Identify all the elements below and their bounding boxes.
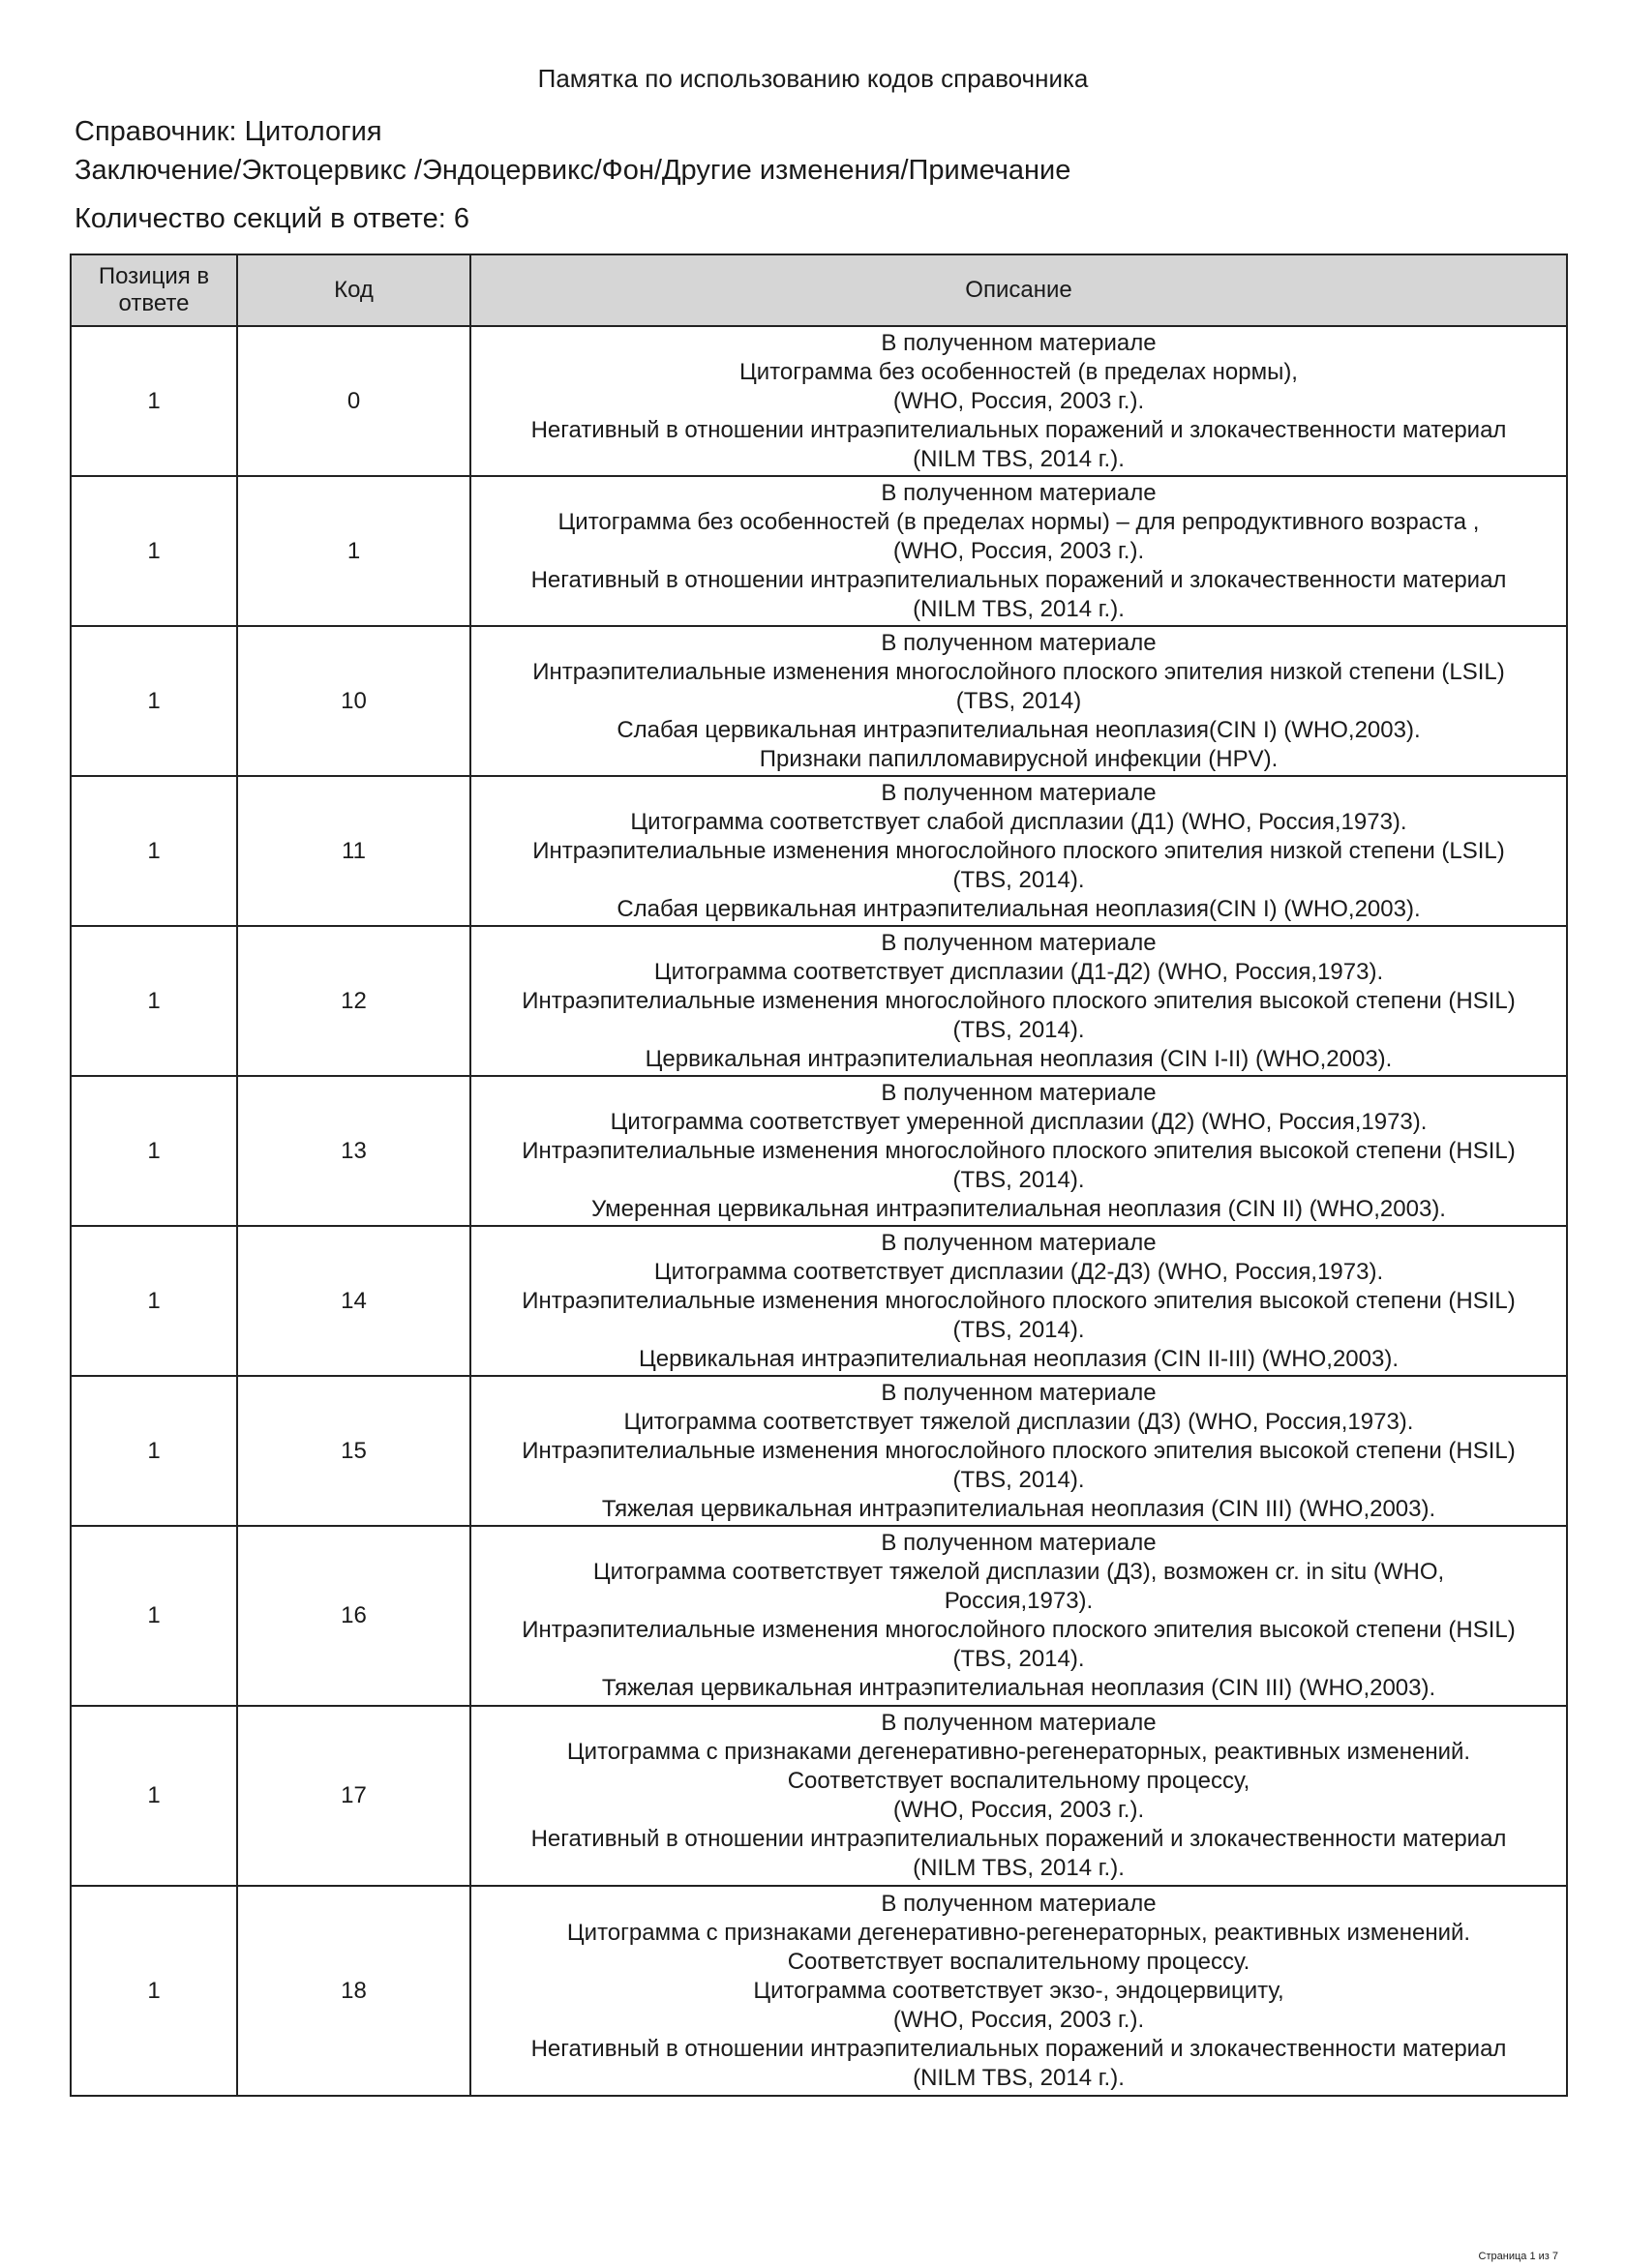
cell-description [470, 476, 1567, 626]
description-line: (NILM TBS, 2014 г.). [913, 1855, 1125, 1881]
header-code: Код [237, 254, 470, 326]
cell-position: 1 [71, 476, 237, 626]
page-title: Памятка по использованию кодов справочника [537, 64, 1089, 93]
cell-position: 1 [71, 1526, 237, 1706]
description-line: Цитограмма с признаками дегенеративно-регенераторных, реактивных изменений. [566, 1919, 1471, 1946]
description-line: (TBS, 2014). [952, 1646, 1085, 1672]
description-line: Интраэпителиальные изменения многослойного плоского эпителия низкой степени (LSIL) [532, 658, 1505, 685]
section-count: Количество секций в ответе: 6 [75, 203, 469, 234]
cell-code: 13 [237, 1076, 470, 1226]
description-line: Негативный в отношении интраэпителиальных поражений и злокачественности материал [530, 2035, 1507, 2062]
cell-code: 1 [237, 476, 470, 626]
cell-code: 14 [237, 1226, 470, 1376]
description-line: В полученном материале [881, 1530, 1157, 1556]
description-line: Цитограмма соответствует тяжелой дисплазии (Д3), возможен cr. in situ (WHO, [592, 1559, 1445, 1585]
cell-description [470, 776, 1567, 926]
cell-position: 1 [71, 1706, 237, 1886]
description-line: (NILM TBS, 2014 г.). [913, 595, 1125, 622]
reference-name: Справочник: Цитология [75, 116, 382, 147]
table-row [71, 1526, 1567, 1706]
description-line: Цитограмма соответствует дисплазии (Д1-Д2) (WHO, Россия,1973). [653, 958, 1384, 985]
description-line: Интраэпителиальные изменения многослойного плоского эпителия высокой степени (HSIL) [522, 987, 1516, 1014]
section-list: Заключение/Эктоцервикс /Эндоцервикс/Фон/Другие изменения/Примечание [75, 155, 1071, 186]
description-line: В полученном материале [881, 1710, 1157, 1736]
description-line: Цитограмма соответствует экзо-, эндоцервициту, [753, 1977, 1284, 2004]
description-line: Умеренная цервикальная интраэпителиальная неоплазия (CIN II) (WHO,2003). [591, 1195, 1446, 1222]
description-line: В полученном материале [881, 629, 1157, 656]
cell-position: 1 [71, 326, 237, 476]
description-line: В полученном материале [881, 329, 1157, 356]
description-line: Цитограмма соответствует умеренной дисплазии (Д2) (WHO, Россия,1973). [610, 1108, 1428, 1135]
table-row [71, 1886, 1567, 2096]
cell-code: 12 [237, 926, 470, 1076]
description-line: Негативный в отношении интраэпителиальных поражений и злокачественности материал [530, 1826, 1507, 1852]
cell-description [470, 1076, 1567, 1226]
cell-description [470, 926, 1567, 1076]
description-line: (WHO, Россия, 2003 г.). [892, 537, 1145, 564]
cell-position: 1 [71, 626, 237, 776]
description-line: (TBS, 2014). [952, 1016, 1085, 1043]
description-line: Цитограмма соответствует дисплазии (Д2-Д3) (WHO, Россия,1973). [653, 1258, 1384, 1285]
description-line: (TBS, 2014). [952, 866, 1085, 893]
description-line: Слабая цервикальная интраэпителиальная неоплазия(CIN I) (WHO,2003). [617, 716, 1421, 743]
table-row [71, 326, 1567, 476]
description-line: (WHO, Россия, 2003 г.). [892, 1797, 1145, 1823]
description-line: Цитограмма без особенностей (в пределах нормы), [739, 358, 1298, 385]
description-line: Цервикальная интраэпителиальная неоплазия (CIN I-II) (WHO,2003). [645, 1045, 1393, 1072]
description-line: В полученном материале [881, 1379, 1157, 1406]
table-row [71, 1706, 1567, 1886]
cell-position: 1 [71, 926, 237, 1076]
description-line: В полученном материале [881, 479, 1157, 506]
description-line: Интраэпителиальные изменения многослойного плоского эпителия высокой степени (HSIL) [522, 1137, 1516, 1164]
description-line: Интраэпителиальные изменения многослойного плоского эпителия высокой степени (HSIL) [522, 1617, 1516, 1643]
description-line: Слабая цервикальная интраэпителиальная неоплазия(CIN I) (WHO,2003). [617, 895, 1421, 922]
cell-code: 11 [237, 776, 470, 926]
description-line: Признаки папилломавирусной инфекции (HPV). [759, 745, 1279, 772]
description-line: Цитограмма соответствует тяжелой дисплазии (Д3) (WHO, Россия,1973). [623, 1408, 1414, 1435]
cell-code: 10 [237, 626, 470, 776]
description-line: Негативный в отношении интраэпителиальных поражений и злокачественности материал [530, 416, 1507, 443]
description-line: Тяжелая цервикальная интраэпителиальная неоплазия (CIN III) (WHO,2003). [601, 1675, 1436, 1701]
cell-code: 15 [237, 1376, 470, 1526]
description-line: Тяжелая цервикальная интраэпителиальная неоплазия (CIN III) (WHO,2003). [601, 1495, 1436, 1522]
codes-table [70, 254, 1568, 2097]
table-body [71, 326, 1567, 2096]
table-row [71, 926, 1567, 1076]
description-line: Негативный в отношении интраэпителиальных поражений и злокачественности материал [530, 566, 1507, 593]
description-line: Соответствует воспалительному процессу. [787, 1948, 1250, 1975]
description-line: (TBS, 2014). [952, 1316, 1085, 1343]
description-line: (NILM TBS, 2014 г.). [913, 445, 1125, 472]
description-line: Россия,1973). [944, 1588, 1094, 1614]
cell-description [470, 326, 1567, 476]
header-position: Позиция в ответе [71, 254, 237, 326]
table-row [71, 626, 1567, 776]
description-line: (WHO, Россия, 2003 г.). [892, 387, 1145, 414]
table-header-row [71, 254, 1567, 326]
cell-description [470, 1886, 1567, 2096]
description-line: (TBS, 2014). [952, 1466, 1085, 1493]
description-line: (WHO, Россия, 2003 г.). [892, 2006, 1145, 2033]
description-line: (TBS, 2014). [952, 1166, 1085, 1193]
table-row [71, 776, 1567, 926]
description-line: В полученном материале [881, 1890, 1157, 1917]
description-line: В полученном материале [881, 929, 1157, 956]
description-line: Цервикальная интраэпителиальная неоплазия (CIN II-III) (WHO,2003). [638, 1345, 1399, 1372]
table-row [71, 1376, 1567, 1526]
description-line: Интраэпителиальные изменения многослойного плоского эпителия высокой степени (HSIL) [522, 1287, 1516, 1314]
cell-description [470, 1526, 1567, 1706]
cell-code: 17 [237, 1706, 470, 1886]
cell-position: 1 [71, 776, 237, 926]
description-line: В полученном материале [881, 779, 1157, 806]
header-description: Описание [470, 254, 1567, 326]
description-line: В полученном материале [881, 1229, 1157, 1256]
table-row [71, 476, 1567, 626]
description-line: В полученном материале [881, 1079, 1157, 1106]
description-line: Цитограмма без особенностей (в пределах нормы) – для репродуктивного возраста , [557, 508, 1480, 535]
cell-code: 16 [237, 1526, 470, 1706]
cell-position: 1 [71, 1076, 237, 1226]
description-line: (NILM TBS, 2014 г.). [913, 2064, 1125, 2091]
cell-description [470, 1706, 1567, 1886]
cell-position: 1 [71, 1226, 237, 1376]
description-line: Интраэпителиальные изменения многослойного плоского эпителия высокой степени (HSIL) [522, 1437, 1516, 1464]
description-line: Цитограмма соответствует слабой дисплазии (Д1) (WHO, Россия,1973). [630, 808, 1407, 835]
description-line: Цитограмма с признаками дегенеративно-регенераторных, реактивных изменений. [566, 1739, 1471, 1765]
description-line: Интраэпителиальные изменения многослойного плоского эпителия низкой степени (LSIL) [532, 837, 1505, 864]
cell-position: 1 [71, 1376, 237, 1526]
cell-description [470, 1376, 1567, 1526]
description-line: (TBS, 2014) [955, 687, 1082, 714]
cell-code: 0 [237, 326, 470, 476]
cell-code: 18 [237, 1886, 470, 2096]
cell-description [470, 626, 1567, 776]
cell-description [470, 1226, 1567, 1376]
page-number: Страница 1 из 7 [1478, 2251, 1558, 2262]
table-row [71, 1226, 1567, 1376]
table-row [71, 1076, 1567, 1226]
description-line: Соответствует воспалительному процессу, [787, 1768, 1250, 1794]
cell-position: 1 [71, 1886, 237, 2096]
